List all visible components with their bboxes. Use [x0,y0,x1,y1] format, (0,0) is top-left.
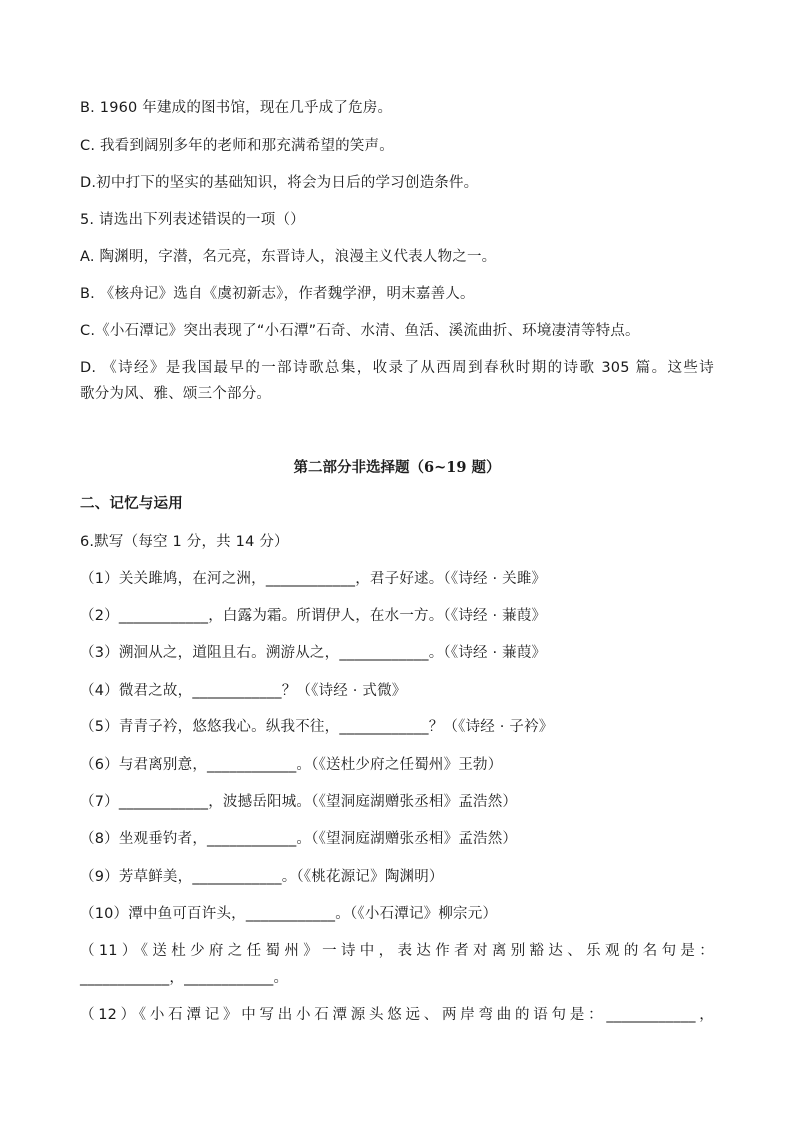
q5-stem: 5. 请选出下列表述错误的一项（） [80,212,305,228]
q4-option-c: C. 我看到阔别多年的老师和那充满希望的笑声。 [80,138,394,154]
q6-item-2: （2）____________，白露为霜。所谓伊人，在水一方。（《诗经 · 蒹葭》 [80,608,547,624]
q5-option-d-line2: 歌分为风、雅、颂三个部分。 [80,386,272,402]
q6-item-12-line1: （12）《小石潭记》中写出小石潭源头悠远、两岸弯曲的语句是：____________， [80,1007,714,1023]
q5-option-c: C.《小石潭记》突出表现了“小石潭”石奇、水清、鱼活、溪流曲折、环境凄清等特点。 [80,323,640,339]
q6-item-5: （5）青青子衿，悠悠我心。纵我不往，____________？（《诗经 · 子衿》 [80,719,554,735]
q5-option-b: B. 《核舟记》选自《虞初新志》，作者魏学洢，明末嘉善人。 [80,286,475,302]
q6-item-3: （3）溯洄从之，道阻且右。溯游从之，____________。（《诗经 · 蒹葭》 [80,645,547,661]
q4-option-d: D.初中打下的坚实的基础知识，将会为日后的学习创造条件。 [80,175,479,191]
q4-option-b: B. 1960 年建成的图书馆，现在几乎成了危房。 [80,100,393,116]
q6-stem: 6.默写（每空 1 分，共 14 分） [80,534,289,550]
section-heading: 二、记忆与运用 [80,496,183,512]
q6-item-8: （8）坐观垂钓者，____________。（《望洞庭湖赠张丞相》孟浩然） [80,831,518,847]
part2-title: 第二部分非选择题（6~19 题） [293,459,501,476]
q6-item-11-line2: ____________，____________。 [80,970,289,986]
q6-item-4: （4）微君之故，____________？（《诗经 · 式微》 [80,683,407,699]
q5-option-d-line1: D. 《诗经》是我国最早的一部诗歌总集，收录了从西周到春秋时期的诗歌 305 篇。这些诗 [80,360,714,376]
q6-item-1: （1）关关雎鸠，在河之洲，____________，君子好逑。（《诗经 · 关雎》 [80,571,547,587]
q6-item-10: （10）潭中鱼可百许头，____________。（《小石潭记》柳宗元） [80,906,498,922]
q5-option-a: A. 陶渊明，字潜，名元亮，东晋诗人，浪漫主义代表人物之一。 [80,249,497,265]
q6-item-7: （7）____________，波撼岳阳城。（《望洞庭湖赠张丞相》孟浩然） [80,794,518,810]
q6-item-9: （9）芳草鲜美，____________。（《桃花源记》陶渊明） [80,869,444,885]
q6-item-11-line1: （11）《送杜少府之任蜀州》一诗中，表达作者对离别豁达、乐观的名句是： [80,943,714,959]
q6-item-6: （6）与君离别意，____________。（《送杜少府之任蜀州》王勃） [80,757,503,773]
